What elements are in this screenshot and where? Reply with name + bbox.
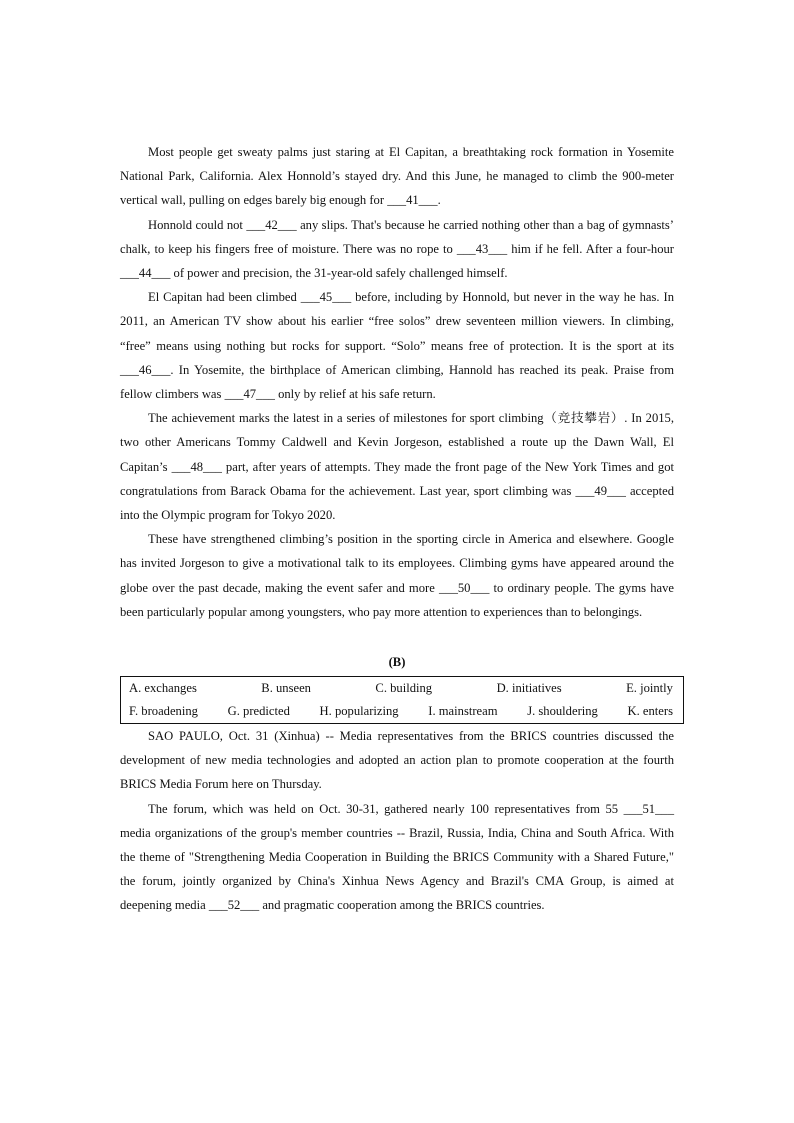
word-option: J. shouldering	[527, 704, 598, 719]
document-page	[120, 140, 674, 918]
word-option: C. building	[375, 681, 433, 696]
passage-a	[120, 140, 674, 624]
word-option: F. broadening	[129, 704, 198, 719]
paragraph: SAO PAULO, Oct. 31 (Xinhua) -- Media representatives from the BRICS countries discussed the development of new media technologies and adopted an action plan to promote cooperation at the fourth BRICS Media Forum here on Thursday.	[120, 729, 674, 792]
word-option: A. exchanges	[129, 681, 197, 696]
word-bank-row	[121, 700, 683, 723]
word-option: D. initiatives	[496, 681, 562, 696]
paragraph: These have strengthened climbing’s position in the sporting circle in America and elsewhere. Google has invited Jorgeson to give a motivational talk to its employees. Climbing gyms have appeared around the globe over the past decade, making the event safer and more ___50___ to ordinary people. The gyms have been particularly popular among youngsters, who pay more attention to experiences than to belongings.	[120, 532, 674, 619]
word-option: H. popularizing	[319, 704, 399, 719]
paragraph: El Capitan had been climbed ___45___ before, including by Honnold, but never in the way he has. In 2011, an American TV show about his earlier “free solos” drew seventeen million viewers. In climbing, “free” means using nothing but rocks for support. “Solo” means free of protection. It is the sport at its ___46___. In Yosemite, the birthplace of American climbing, Hannold has reached its peak. Praise from fellow climbers was ___47___ only by relief at his safe return.	[120, 290, 674, 402]
word-bank-box	[120, 676, 684, 724]
word-option: G. predicted	[227, 704, 290, 719]
passage-b	[120, 724, 674, 918]
word-option: B. unseen	[261, 681, 311, 696]
paragraph: The forum, which was held on Oct. 30-31, gathered nearly 100 representatives from 55 ___51___ media organizations of the group's member countries -- Brazil, Russia, India, China and South Africa. With the theme of "Strengthening Media Cooperation in Building the BRICS Community with a Shared Future," the forum, jointly organized by China's Xinhua News Agency and Brazil's CMA Group, is aimed at deepening media ___52___ and pragmatic cooperation among the BRICS countries.	[120, 801, 674, 913]
word-bank-row	[121, 677, 683, 700]
paragraph: Honnold could not ___42___ any slips. That's because he carried nothing other than a bag of gymnasts’ chalk, to keep his fingers free of moisture. There was no rope to ___43___ him if he fell. After a four-hour ___44___ of power and precision, the 31-year-old safely challenged himself.	[120, 217, 674, 281]
word-option: I. mainstream	[428, 704, 498, 719]
section-b-title: (B)	[388, 655, 406, 670]
paragraph: Most people get sweaty palms just staring at El Capitan, a breathtaking rock formation in Yosemite National Park, California. Alex Honnold’s stayed dry. And this June, he managed to climb the 900-meter vertical wall, pulling on edges barely big enough for ___41___.	[120, 145, 674, 208]
paragraph: The achievement marks the latest in a series of milestones for sport climbing（竞技攀岩）. In 2015, two other Americans Tommy Caldwell and Kevin Jorgeson, established a route up the Dawn Wall, El Capitan’s ___48___ part, after years of attempts. They made the front page of the New York Times and got congratulations from Barack Obama for the achievement. Last year, sport climbing was ___49___ accepted into the Olympic program for Tokyo 2020.	[120, 411, 674, 523]
word-option: K. enters	[627, 704, 673, 719]
word-option: E. jointly	[626, 681, 673, 696]
